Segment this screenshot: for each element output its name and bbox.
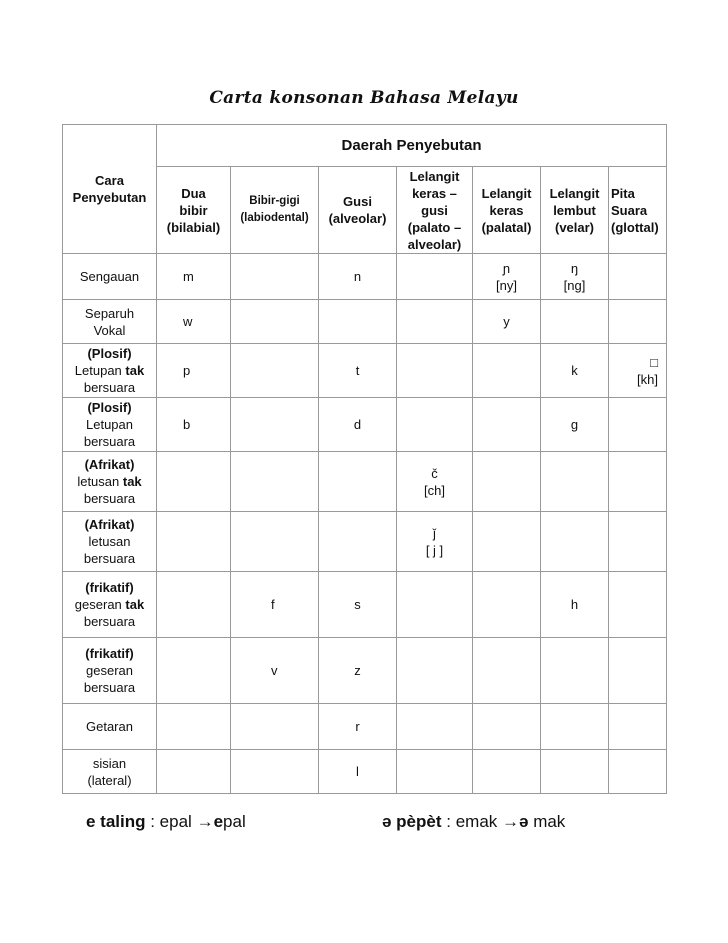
phoneme-cell: h <box>541 572 609 638</box>
phoneme-cell: ŋ [ng] <box>541 254 609 300</box>
manner-header <box>63 125 157 254</box>
table-body <box>63 125 667 794</box>
phoneme-cell <box>473 398 541 452</box>
phoneme-cell: p <box>157 344 231 398</box>
phoneme-cell <box>319 452 397 512</box>
place-header: Pita Suara (glottal) <box>609 167 667 254</box>
manner-name: Sengauan <box>63 254 157 300</box>
region-header: Daerah Penyebutan <box>157 125 667 167</box>
phoneme-cell <box>541 512 609 572</box>
phoneme-cell <box>609 254 667 300</box>
e-pepet-result-rest: mak <box>528 812 566 831</box>
phoneme-cell <box>609 452 667 512</box>
manner-name: (Plosif) Letupan bersuara <box>63 398 157 452</box>
manner-name: Separuh Vokal <box>63 300 157 344</box>
phoneme-cell <box>473 638 541 704</box>
phoneme-cell <box>609 300 667 344</box>
phoneme-cell <box>473 704 541 750</box>
phoneme-cell <box>541 452 609 512</box>
phoneme-cell <box>397 300 473 344</box>
phoneme-cell <box>473 344 541 398</box>
table-row <box>63 452 667 512</box>
phoneme-cell <box>609 572 667 638</box>
phoneme-cell: □ [kh] <box>609 344 667 398</box>
e-pepet-result-bold: ə <box>519 812 529 831</box>
manner-name: (frikatif) geseran tak bersuara <box>63 572 157 638</box>
phoneme-cell <box>231 398 319 452</box>
phoneme-cell: v <box>231 638 319 704</box>
e-taling-sep: : epal <box>145 812 197 831</box>
manner-name: (Plosif) Letupan tak bersuara <box>63 344 157 398</box>
phoneme-cell: w <box>157 300 231 344</box>
phoneme-cell: l <box>319 750 397 794</box>
manner-name: sisian (lateral) <box>63 750 157 794</box>
phoneme-cell <box>157 638 231 704</box>
phoneme-cell <box>231 750 319 794</box>
manner-header-text: Cara Penyebutan <box>72 173 147 205</box>
phoneme-cell <box>319 512 397 572</box>
table-row <box>63 704 667 750</box>
table-row <box>63 750 667 794</box>
phoneme-cell <box>541 300 609 344</box>
place-header: Gusi (alveolar) <box>319 167 397 254</box>
e-pepet-sep: : emak <box>441 812 502 831</box>
phoneme-cell: ǰ [ j ] <box>397 512 473 572</box>
phoneme-cell <box>157 452 231 512</box>
phoneme-cell <box>157 572 231 638</box>
e-taling-label: e taling <box>86 812 146 831</box>
phoneme-cell <box>609 704 667 750</box>
consonant-table <box>62 124 667 794</box>
phoneme-cell: k <box>541 344 609 398</box>
phoneme-cell <box>231 512 319 572</box>
chart-title: Carta konsonan Bahasa Melayu <box>209 88 519 108</box>
phoneme-cell <box>397 638 473 704</box>
e-pepet-label: ə pèpèt <box>382 812 442 831</box>
phoneme-cell <box>397 344 473 398</box>
phoneme-cell <box>397 398 473 452</box>
manner-name: (Afrikat) letusan bersuara <box>63 512 157 572</box>
phoneme-cell: b <box>157 398 231 452</box>
phoneme-cell <box>473 452 541 512</box>
phoneme-cell <box>397 572 473 638</box>
table-row <box>63 300 667 344</box>
phoneme-cell <box>397 704 473 750</box>
phoneme-cell <box>541 704 609 750</box>
phoneme-cell <box>157 704 231 750</box>
table-row <box>63 254 667 300</box>
phoneme-cell <box>473 512 541 572</box>
phoneme-cell <box>319 300 397 344</box>
phoneme-cell <box>473 750 541 794</box>
phoneme-cell <box>609 638 667 704</box>
manner-name: (Afrikat) letusan tak bersuara <box>63 452 157 512</box>
phoneme-cell: f <box>231 572 319 638</box>
phoneme-cell <box>231 704 319 750</box>
phoneme-cell <box>609 750 667 794</box>
place-header: Lelangit lembut (velar) <box>541 167 609 254</box>
phoneme-cell: ɲ [ny] <box>473 254 541 300</box>
e-taling-note <box>86 812 246 832</box>
phoneme-cell: m <box>157 254 231 300</box>
table-row <box>63 344 667 398</box>
e-pepet-note <box>382 812 565 832</box>
phoneme-cell: z <box>319 638 397 704</box>
phoneme-cell: n <box>319 254 397 300</box>
phoneme-cell <box>157 512 231 572</box>
manner-name: (frikatif) geseran bersuara <box>63 638 157 704</box>
place-header: Dua bibir (bilabial) <box>157 167 231 254</box>
header-row-1 <box>63 125 667 167</box>
phoneme-cell <box>231 254 319 300</box>
phoneme-cell <box>609 398 667 452</box>
phoneme-cell: g <box>541 398 609 452</box>
manner-name: Getaran <box>63 704 157 750</box>
phoneme-cell: d <box>319 398 397 452</box>
phoneme-cell: č [ch] <box>397 452 473 512</box>
table-row <box>63 512 667 572</box>
phoneme-cell: s <box>319 572 397 638</box>
phoneme-cell: y <box>473 300 541 344</box>
place-header: Lelangit keras – gusi (palato – alveolar) <box>397 167 473 254</box>
phoneme-cell <box>231 344 319 398</box>
phoneme-cell: r <box>319 704 397 750</box>
phoneme-cell <box>609 512 667 572</box>
phoneme-cell <box>541 750 609 794</box>
phoneme-cell <box>231 300 319 344</box>
e-taling-result-bold: e <box>213 812 224 831</box>
phoneme-cell <box>397 750 473 794</box>
arrow-icon: → <box>196 812 214 831</box>
phoneme-cell <box>541 638 609 704</box>
arrow-icon: → <box>502 812 519 831</box>
table-row <box>63 638 667 704</box>
table-row <box>63 398 667 452</box>
table-row <box>63 572 667 638</box>
place-header: Bibir-gigi (labiodental) <box>231 167 319 254</box>
phoneme-cell <box>231 452 319 512</box>
place-header: Lelangit keras (palatal) <box>473 167 541 254</box>
phoneme-cell <box>473 572 541 638</box>
e-taling-result-rest: pal <box>223 812 246 831</box>
phoneme-cell <box>157 750 231 794</box>
phoneme-cell: t <box>319 344 397 398</box>
phoneme-cell <box>397 254 473 300</box>
